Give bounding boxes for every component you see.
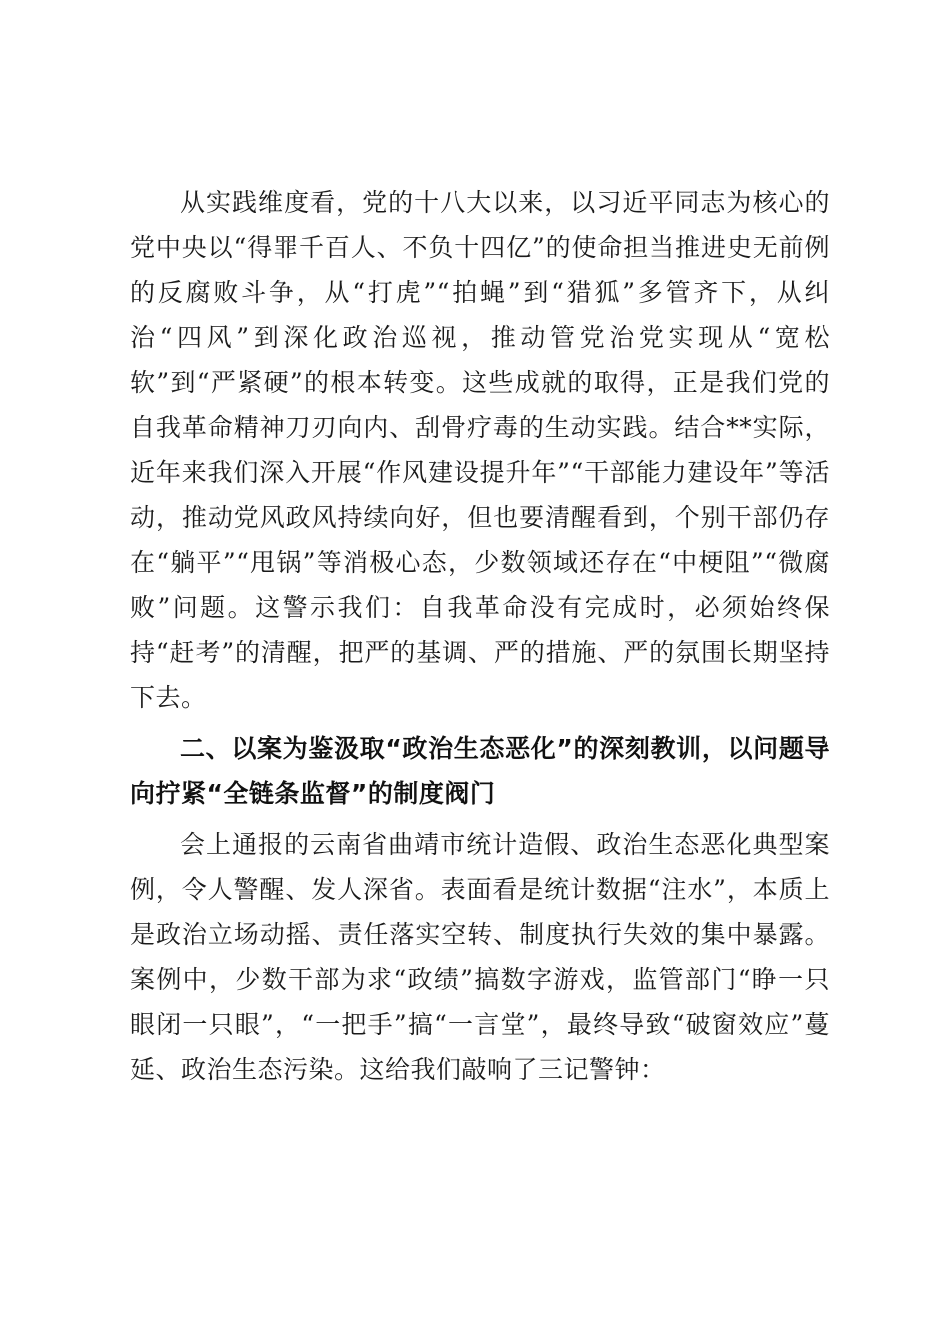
body-paragraph-case: 会上通报的云南省曲靖市统计造假、政治生态恶化典型案例，令人警醒、发人深省。表面看是统计数据“注水”，本质上是政治立场动摇、责任落实空转、制度执行失效的集中暴露。案例中，少数干部为求“政绩”搞数字游戏，监管部门“睁一只眼闭一只眼”，“一把手”搞“一言堂”，最终导致“破窗效应”蔓延、政治生态污染。这给我们敲响了三记警钟： bbox=[130, 830, 830, 1084]
section-heading-2: 二、以案为鉴汲取“政治生态恶化”的深刻教训，以问题导向拧紧“全链条监督”的制度阀门 bbox=[130, 734, 830, 808]
document-body bbox=[130, 180, 830, 1092]
body-paragraph-practice: 从实践维度看，党的十八大以来，以习近平同志为核心的党中央以“得罪千百人、不负十四亿”的使命担当推进史无前例的反腐败斗争，从“打虎”“拍蝇”到“猎狐”多管齐下，从纠治“四风”到深化政治巡视，推动管党治党实现从“宽松软”到“严紧硬”的根本转变。这些成就的取得，正是我们党的自我革命精神刀刃向内、刮骨疗毒的生动实践。结合**实际，近年来我们深入开展“作风建设提升年”“干部能力建设年”等活动，推动党风政风持续向好，但也要清醒看到，个别干部仍存在“躺平”“甩锅”等消极心态，少数领域还存在“中梗阻”“微腐败”问题。这警示我们：自我革命没有完成时，必须始终保持“赶考”的清醒，把严的基调、严的措施、严的氛围长期坚持下去。 bbox=[130, 188, 830, 712]
